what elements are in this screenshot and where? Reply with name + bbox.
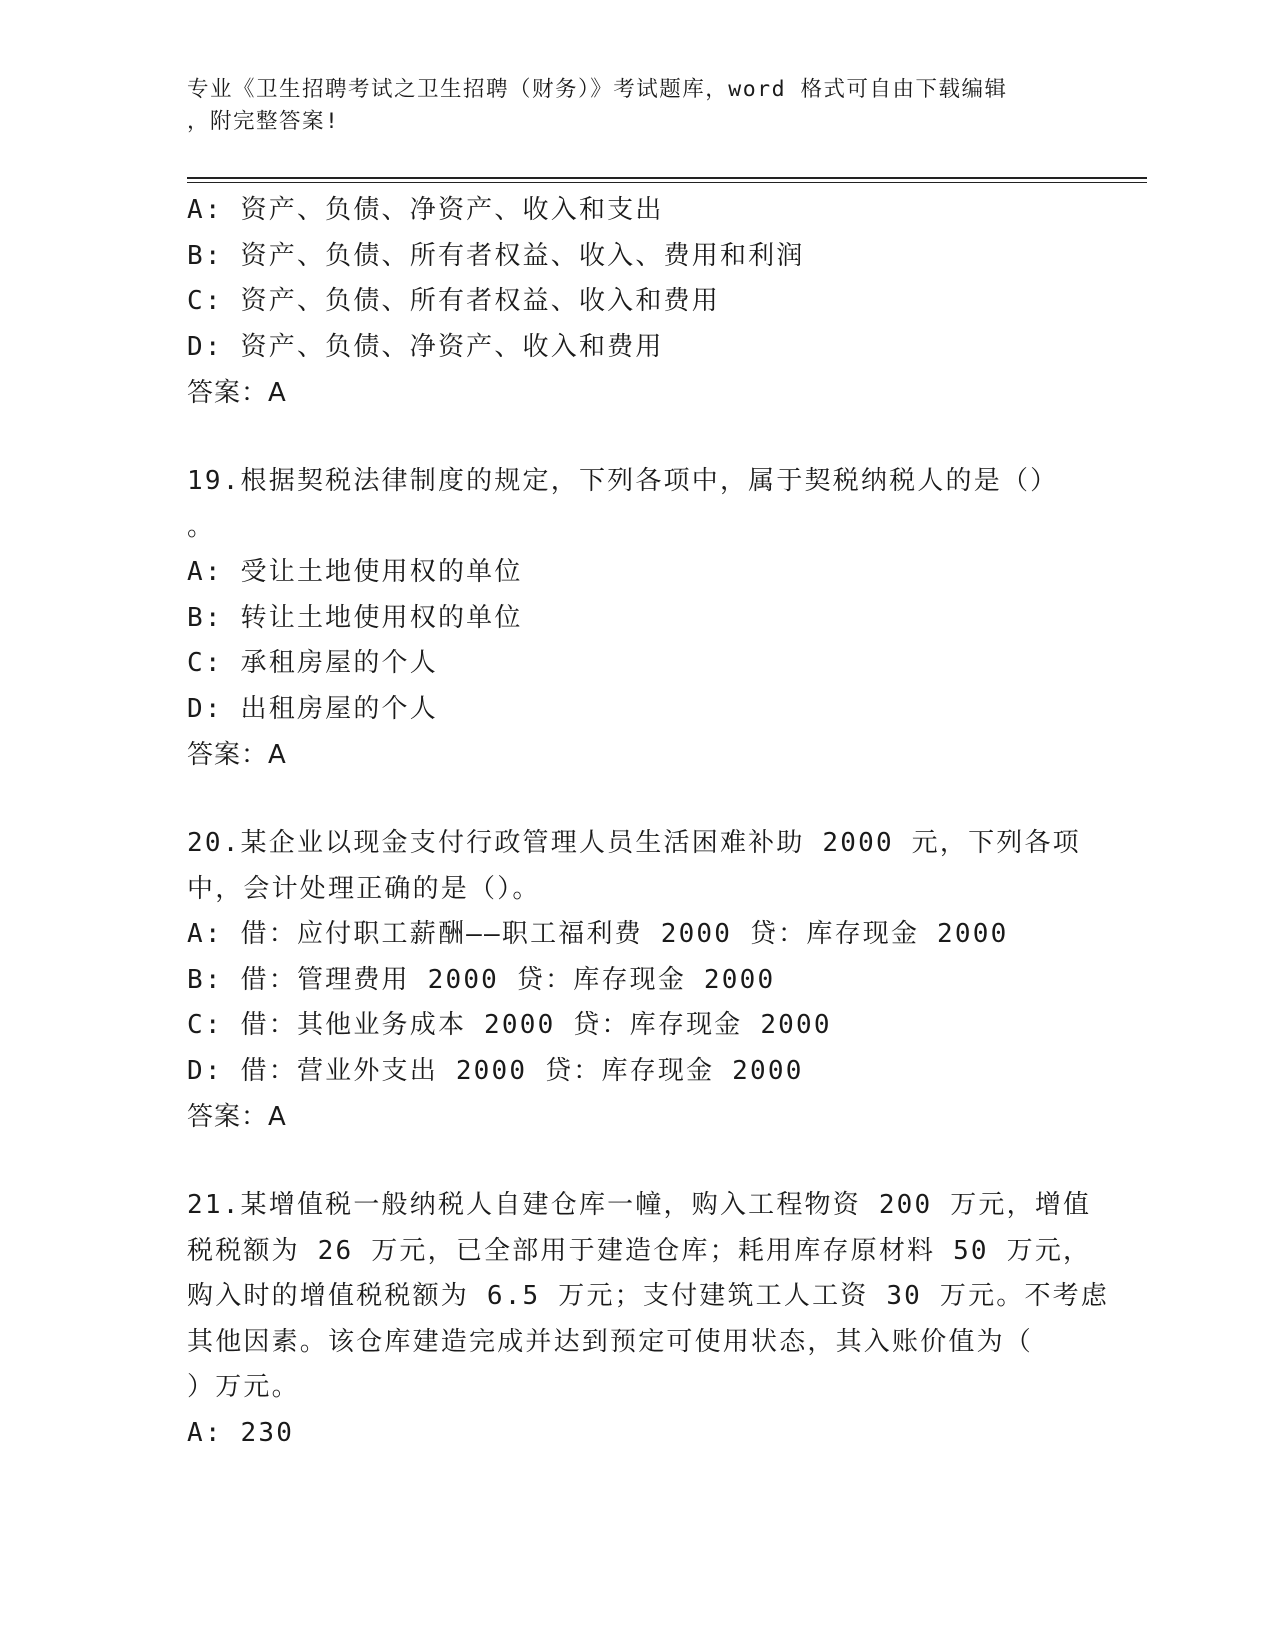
question-21-option-a: A: 230 (187, 1417, 295, 1448)
header-divider-thick (187, 177, 1147, 179)
question-21-stem-line-1: 21.某增值税一般纳税人自建仓库一幢，购入工程物资 200 万元，增值 (187, 1190, 1092, 1220)
question-21-block (187, 1183, 1110, 1456)
header-title-line-2: ，附完整答案! (187, 109, 340, 134)
question-19-option-a: A: 受让土地使用权的单位 (187, 557, 523, 587)
question-20-option-c: C: 借：其他业务成本 2000 贷：库存现金 2000 (187, 1010, 832, 1040)
question-18-answer: 答案：A (187, 378, 287, 408)
header-title-line-1: 专业《卫生招聘考试之卫生招聘（财务）》考试题库，word 格式可自由下载编辑 (187, 77, 1008, 102)
question-20-stem-line-2: 中，会计处理正确的是（）。 (187, 873, 541, 904)
question-20-stem-line-1: 20.某企业以现金支付行政管理人员生活困难补助 2000 元，下列各项 (187, 828, 1081, 858)
question-19-option-d: D: 出租房屋的个人 (187, 693, 438, 724)
question-19-stem-line-2: 。 (187, 511, 216, 542)
question-20-option-b: B: 借：管理费用 2000 贷：库存现金 2000 (187, 964, 776, 995)
question-18-option-d: D: 资产、负债、净资产、收入和费用 (187, 331, 664, 362)
question-18-option-c: C: 资产、负债、所有者权益、收入和费用 (187, 286, 720, 316)
spacer (187, 416, 1067, 459)
question-20-block (187, 821, 1081, 1140)
question-20-option-a: A: 借：应付职工薪酬——职工福利费 2000 贷：库存现金 2000 (187, 919, 1009, 949)
question-19-answer: 答案：A (187, 740, 287, 770)
question-19-block (187, 459, 1067, 778)
question-20-option-d: D: 借：营业外支出 2000 贷：库存现金 2000 (187, 1055, 804, 1086)
question-21-stem-line-5: ）万元。 (187, 1372, 300, 1402)
question-19-option-b: B: 转让土地使用权的单位 (187, 602, 523, 633)
question-21-stem-line-2: 税税额为 26 万元，已全部用于建造仓库；耗用库存原材料 50 万元， (187, 1235, 1092, 1266)
question-18-block (187, 188, 1067, 416)
question-18-option-a: A: 资产、负债、净资产、收入和支出 (187, 195, 664, 225)
spacer (187, 1140, 1067, 1183)
question-19-option-c: C: 承租房屋的个人 (187, 648, 438, 678)
document-header (187, 74, 1067, 138)
question-21-stem-line-4: 其他因素。该仓库建造完成并达到预定可使用状态，其入账价值为（ (187, 1326, 1034, 1357)
spacer (187, 778, 1067, 821)
question-20-answer: 答案：A (187, 1102, 287, 1132)
question-19-stem-line-1: 19.根据契税法律制度的规定，下列各项中，属于契税纳税人的是（） (187, 466, 1059, 496)
question-18-option-b: B: 资产、负债、所有者权益、收入、费用和利润 (187, 240, 805, 271)
question-21-stem-line-3: 购入时的增值税税额为 6.5 万元；支付建筑工人工资 30 万元。不考虑 (187, 1281, 1110, 1311)
question-list (187, 188, 1110, 1456)
header-divider-thin (187, 182, 1147, 183)
